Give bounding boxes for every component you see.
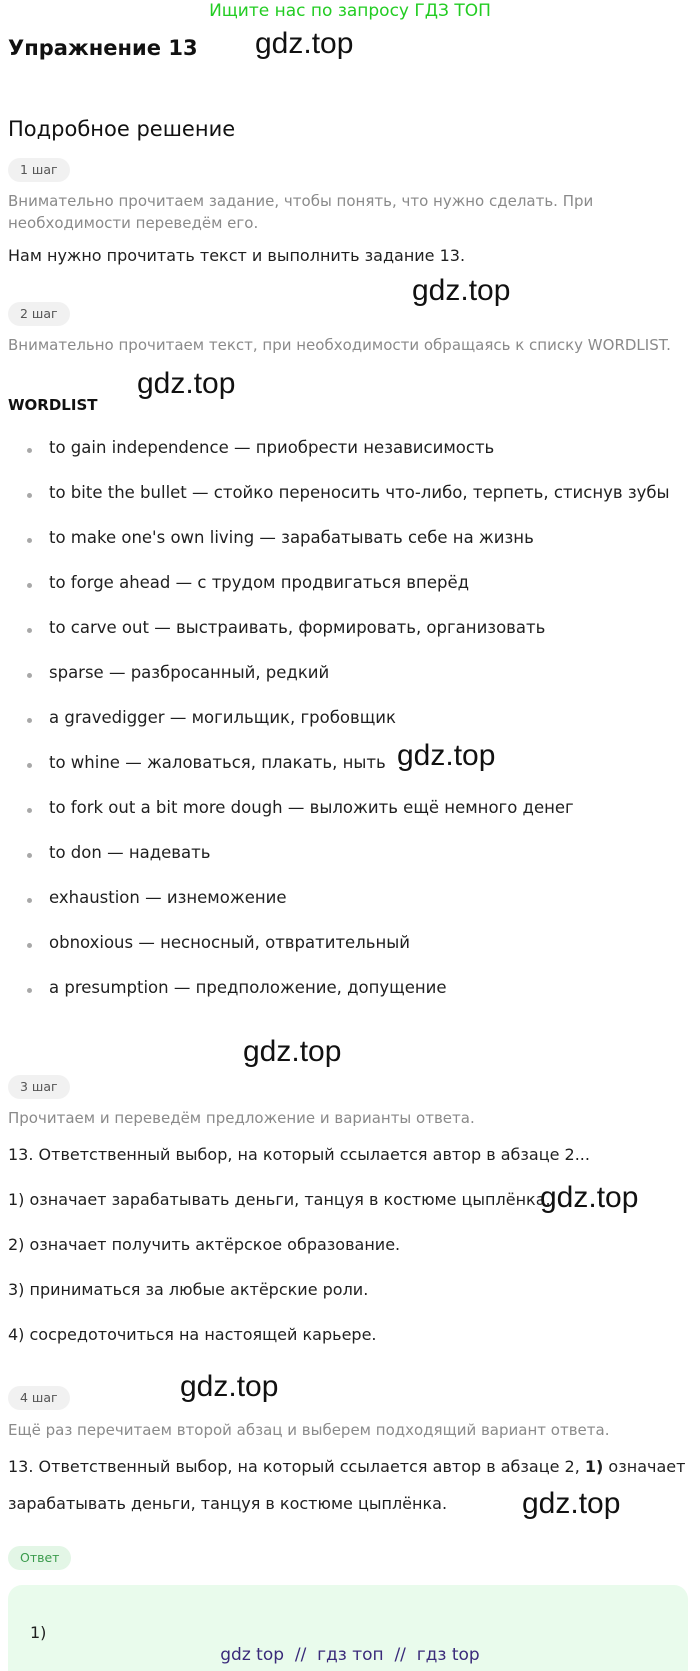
answer-badge: Ответ [8, 1546, 71, 1570]
bullet-icon [27, 583, 32, 588]
conclusion-line-2: зарабатывать деньги, танцуя в костюме цыплёнка. [8, 1494, 448, 1513]
bullet-icon [27, 538, 32, 543]
bullet-icon [27, 628, 32, 633]
watermark: gdz.top [243, 1035, 342, 1068]
list-item: to forge ahead — с трудом продвигаться вперёд [0, 573, 700, 618]
bullet-icon [27, 943, 32, 948]
watermark: gdz.top [540, 1181, 639, 1214]
bullet-icon [27, 898, 32, 903]
list-item: exhaustion — изнеможение [0, 888, 700, 933]
option-1: 1) означает зарабатывать деньги, танцуя в костюме цыплёнка. [8, 1190, 551, 1209]
list-item: to don — надевать [0, 843, 700, 888]
list-item: to gain independence — приобрести независимость [0, 438, 700, 483]
bullet-icon [27, 808, 32, 813]
bullet-icon [27, 718, 32, 723]
bullet-icon [27, 673, 32, 678]
conclusion-line-1: 13. Ответственный выбор, на который ссылается автор в абзаце 2, 1) означает [8, 1457, 686, 1476]
footer-links[interactable]: gdz top // гдз топ // гдз top [220, 1645, 480, 1665]
watermark: gdz.top [180, 1370, 279, 1403]
list-item: obnoxious — несносный, отвратительный [0, 933, 700, 978]
watermark: gdz.top [412, 274, 511, 307]
bullet-icon [27, 493, 32, 498]
bullet-icon [27, 763, 32, 768]
list-item: to carve out — выстраивать, формировать, организовать [0, 618, 700, 663]
bullet-icon [27, 988, 32, 993]
option-2: 2) означает получить актёрское образование. [8, 1235, 401, 1254]
watermark: gdz.top [522, 1487, 621, 1520]
list-item: sparse — разбросанный, редкий [0, 663, 700, 708]
bullet-icon [27, 448, 32, 453]
list-item: a presumption — предположение, допущение [0, 978, 700, 1023]
watermark: gdz.top [137, 367, 236, 400]
wordlist-heading: WORDLIST [8, 396, 98, 414]
step-badge-3: 3 шаг [8, 1075, 70, 1099]
step-1-hint: Внимательно прочитаем задание, чтобы понять, что нужно сделать. При необходимости переведём его. [8, 192, 594, 232]
step-badge-4: 4 шаг [8, 1386, 70, 1410]
list-item: to bite the bullet — стойко переносить что-либо, терпеть, стиснув зубы [0, 483, 700, 528]
watermark: gdz.top [255, 27, 354, 60]
step-badge-1: 1 шаг [8, 158, 70, 182]
list-item: a gravedigger — могильщик, гробовщик [0, 708, 700, 753]
option-3: 3) приниматься за любые актёрские роли. [8, 1280, 369, 1299]
option-4: 4) сосредоточиться на настоящей карьере. [8, 1325, 377, 1344]
list-item: to whine — жаловаться, плакать, ныть [0, 753, 700, 798]
question-text: 13. Ответственный выбор, на который ссылается автор в абзаце 2... [8, 1145, 590, 1164]
bullet-icon [27, 853, 32, 858]
watermark: gdz.top [397, 739, 496, 772]
wordlist [0, 438, 700, 1023]
list-item: to fork out a bit more dough — выложить ещё немного денег [0, 798, 700, 843]
step-4-hint: Ещё раз перечитаем второй абзац и выберем подходящий вариант ответа. [8, 1421, 610, 1439]
step-2-hint: Внимательно прочитаем текст, при необходимости обращаясь к списку WORDLIST. [8, 336, 671, 354]
step-3-hint: Прочитаем и переведём предложение и варианты ответа. [8, 1109, 475, 1127]
exercise-title: Упражнение 13 [8, 36, 198, 60]
step-1-text: Нам нужно прочитать текст и выполнить задание 13. [8, 246, 466, 265]
top-banner[interactable]: Ищите нас по запросу ГДЗ ТОП [209, 1, 491, 21]
answer-value: 1) [30, 1623, 47, 1642]
list-item: to make one's own living — зарабатывать себе на жизнь [0, 528, 700, 573]
section-title: Подробное решение [8, 117, 236, 141]
step-badge-2: 2 шаг [8, 302, 70, 326]
